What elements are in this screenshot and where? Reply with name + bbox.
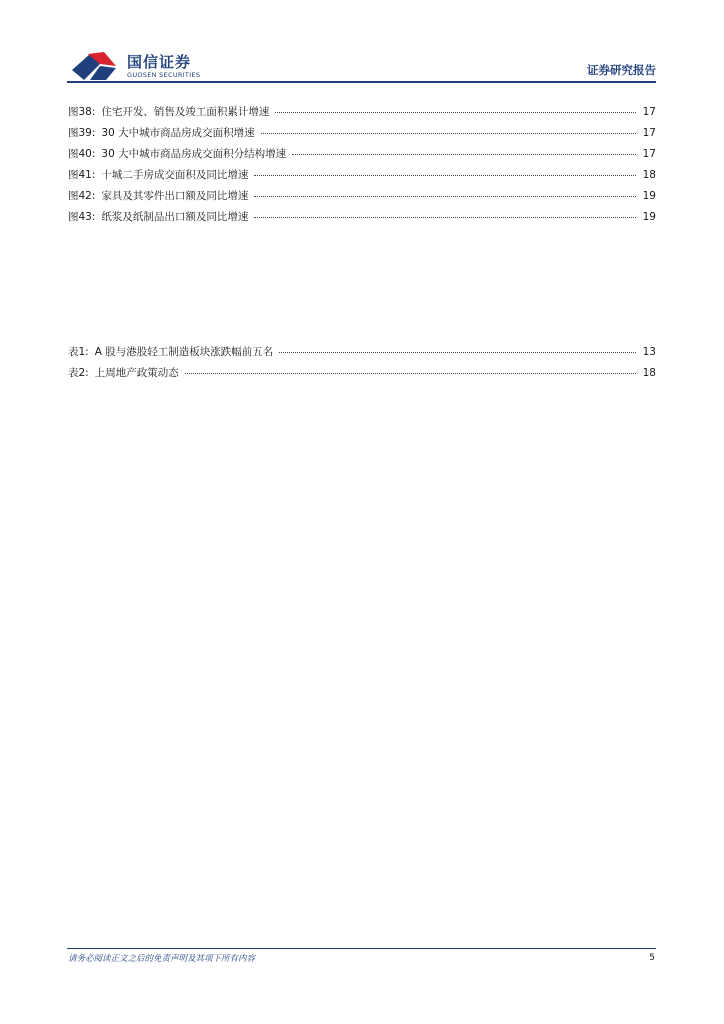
logo-chinese-text: 国信证券 — [127, 53, 192, 71]
header-divider — [67, 81, 656, 83]
dot-leader — [279, 352, 636, 353]
toc-entry-page: 17 — [642, 127, 656, 139]
guosen-logo — [70, 50, 210, 84]
toc-entry-label: 图39: — [68, 127, 96, 139]
toc-entry-label: 图41: — [68, 169, 96, 181]
toc-entry-title: A 股与港股轻工制造板块涨跌幅前五名 — [94, 346, 274, 358]
toc-entry-label: 图38: — [68, 106, 96, 118]
page-header — [0, 0, 724, 90]
dot-leader — [254, 217, 636, 218]
toc-entry-figure-38[interactable] — [68, 104, 656, 125]
toc-entry-title: 十城二手房成交面积及同比增速 — [101, 169, 249, 181]
toc-entry-label: 表1: — [68, 346, 89, 358]
toc-entry-page: 19 — [642, 190, 656, 202]
toc-entry-title: 家具及其零件出口额及同比增速 — [101, 190, 249, 202]
toc-entry-page: 17 — [642, 148, 656, 160]
toc-entry-title: 30 大中城市商品房成交面积分结构增速 — [101, 148, 287, 160]
toc-entry-table-1[interactable] — [68, 344, 656, 365]
guosen-logo-mark-icon — [70, 50, 124, 84]
table-index — [68, 344, 656, 386]
toc-entry-title: 上周地产政策动态 — [94, 367, 179, 379]
toc-entry-figure-41[interactable] — [68, 167, 656, 188]
logo-english-text: GUOSEN SECURITIES — [127, 71, 201, 79]
toc-entry-label: 表2: — [68, 367, 89, 379]
toc-entry-label: 图40: — [68, 148, 96, 160]
dot-leader — [275, 112, 636, 113]
toc-entry-page: 19 — [642, 211, 656, 223]
toc-entry-page: 18 — [642, 169, 656, 181]
toc-entry-figure-42[interactable] — [68, 188, 656, 209]
page-number: 5 — [649, 953, 655, 963]
toc-entry-label: 图42: — [68, 190, 96, 202]
toc-entry-page: 18 — [642, 367, 656, 379]
disclaimer-note: 请务必阅读正文之后的免责声明及其项下所有内容 — [68, 954, 256, 964]
footer-divider — [67, 948, 656, 949]
toc-entry-title: 住宅开发、销售及竣工面积累计增速 — [101, 106, 270, 118]
toc-entry-page: 13 — [642, 346, 656, 358]
toc-entry-figure-40[interactable] — [68, 146, 656, 167]
report-type-label: 证券研究报告 — [587, 63, 656, 77]
toc-entry-table-2[interactable] — [68, 365, 656, 386]
dot-leader — [254, 196, 636, 197]
toc-entry-title: 30 大中城市商品房成交面积增速 — [101, 127, 255, 139]
toc-entry-figure-43[interactable] — [68, 209, 656, 230]
toc-entry-page: 17 — [642, 106, 656, 118]
dot-leader — [254, 175, 636, 176]
dot-leader — [261, 133, 636, 134]
figure-index — [68, 104, 656, 230]
dot-leader — [292, 154, 636, 155]
toc-entry-label: 图43: — [68, 211, 96, 223]
toc-entry-figure-39[interactable] — [68, 125, 656, 146]
dot-leader — [185, 373, 636, 374]
toc-entry-title: 纸浆及纸制品出口额及同比增速 — [101, 211, 249, 223]
